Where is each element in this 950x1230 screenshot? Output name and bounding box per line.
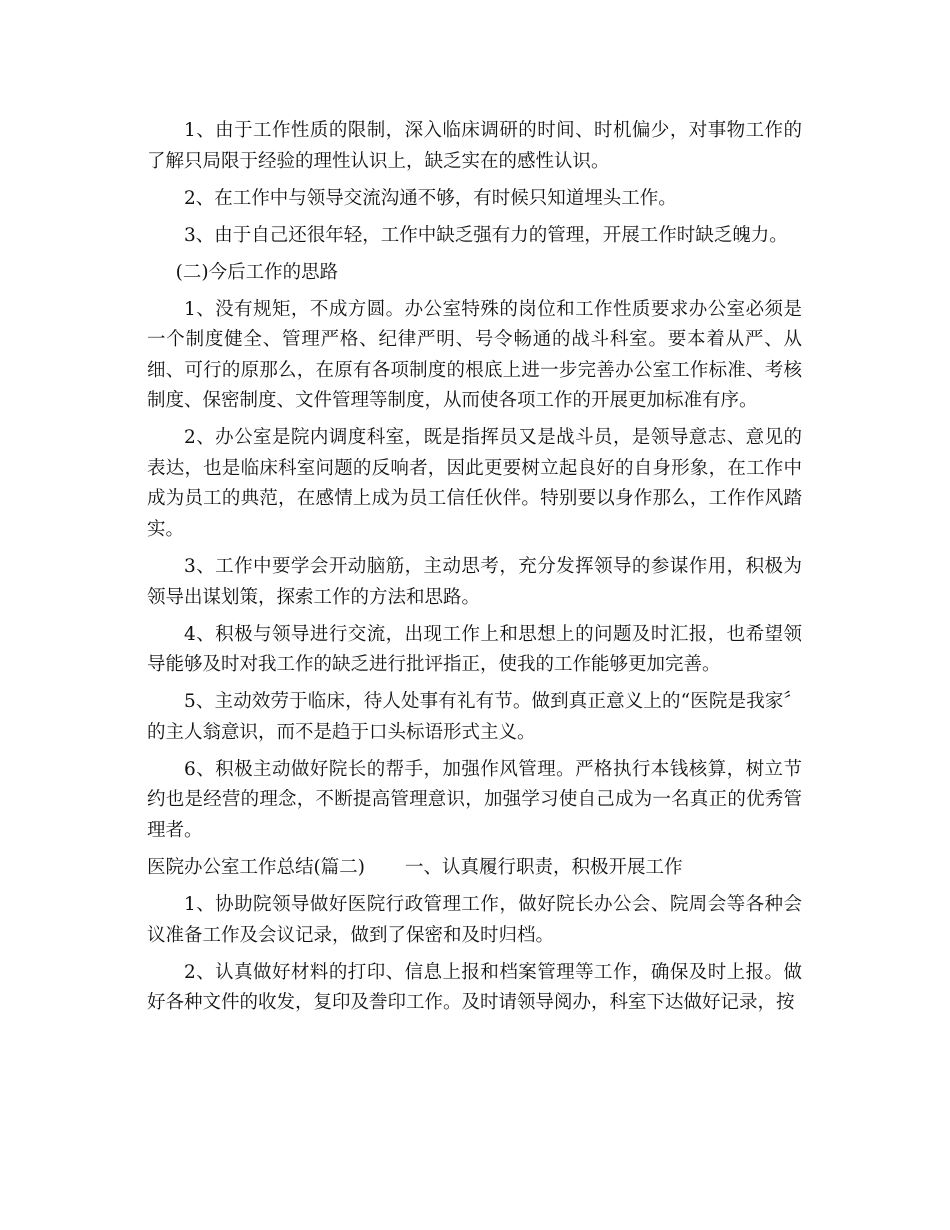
problem-item-1: 1、由于工作性质的限制，深入临床调研的时间、时机偏少，对事物工作的了解只局限于经验的理性认识上，缺乏实在的感性认识。	[147, 120, 802, 172]
plan-item-6: 6、积极主动做好院长的帮手，加强作风管理。严格执行本钱核算，树立节约也是经营的理念，不断提高管理意识，加强学习使自己成为一名真正的优秀管理者。	[147, 758, 802, 841]
duty-item-1: 1、协助院领导做好医院行政管理工作，做好院长办公会、院周会等各种会议准备工作及会议记录，做到了保密和及时归档。	[147, 893, 802, 946]
document-body	[147, 116, 802, 1025]
plan-item-3: 3、工作中要学会开动脑筋，主动思考，充分发挥领导的参谋作用，积极为领导出谋划策，探索工作的方法和思路。	[147, 556, 802, 608]
section-heading-line	[147, 853, 802, 884]
plan-item-1: 1、没有规矩，不成方圆。办公室特殊的岗位和工作性质要求办公室必须是一个制度健全、管理严格、纪律严明、号令畅通的战斗科室。要本着从严、从细、可行的原那么，在原有各项制度的根底上进一步完善办公室工作标准、考核制度、保密制度、文件管理等制度，从而使各项工作的开展更加标准有序。	[147, 298, 802, 412]
plan-item-4: 4、积极与领导进行交流，出现工作上和思想上的问题及时汇报，也希望领导能够及时对我工作的缺乏进行批评指正，使我的工作能够更加完善。	[147, 623, 802, 676]
problem-item-3: 3、由于自己还很年轻，工作中缺乏强有力的管理，开展工作时缺乏魄力。	[184, 224, 788, 246]
duty-item-2: 2、认真做好材料的打印、信息上报和档案管理等工作，确保及时上报。做好各种文件的收发，复印及誊印工作。及时请领导阅办，科室下达做好记录，按	[147, 961, 802, 1014]
problem-item-2: 2、在工作中与领导交流沟通不够，有时候只知道埋头工作。	[184, 187, 677, 209]
plan-item-2: 2、办公室是院内调度科室，既是指挥员又是战斗员，是领导意志、意见的表达，也是临床科室问题的反响者，因此更要树立起良好的自身形象，在工作中成为员工的典范，在感情上成为员工信任伙伴。特别要以身作那么，工作作风踏实。	[147, 427, 802, 541]
section-subtitle: 一、认真履行职责，积极开展工作	[404, 856, 683, 878]
plan-item-5: 5、主动效劳于临床，待人处事有礼有节。做到真正意义上的“医院是我家〞的主人翁意识，而不是趋于口头标语形式主义。	[147, 691, 802, 743]
section-title: 医院办公室工作总结(篇二)	[147, 856, 365, 878]
subsection-heading: (二)今后工作的思路	[175, 261, 339, 283]
